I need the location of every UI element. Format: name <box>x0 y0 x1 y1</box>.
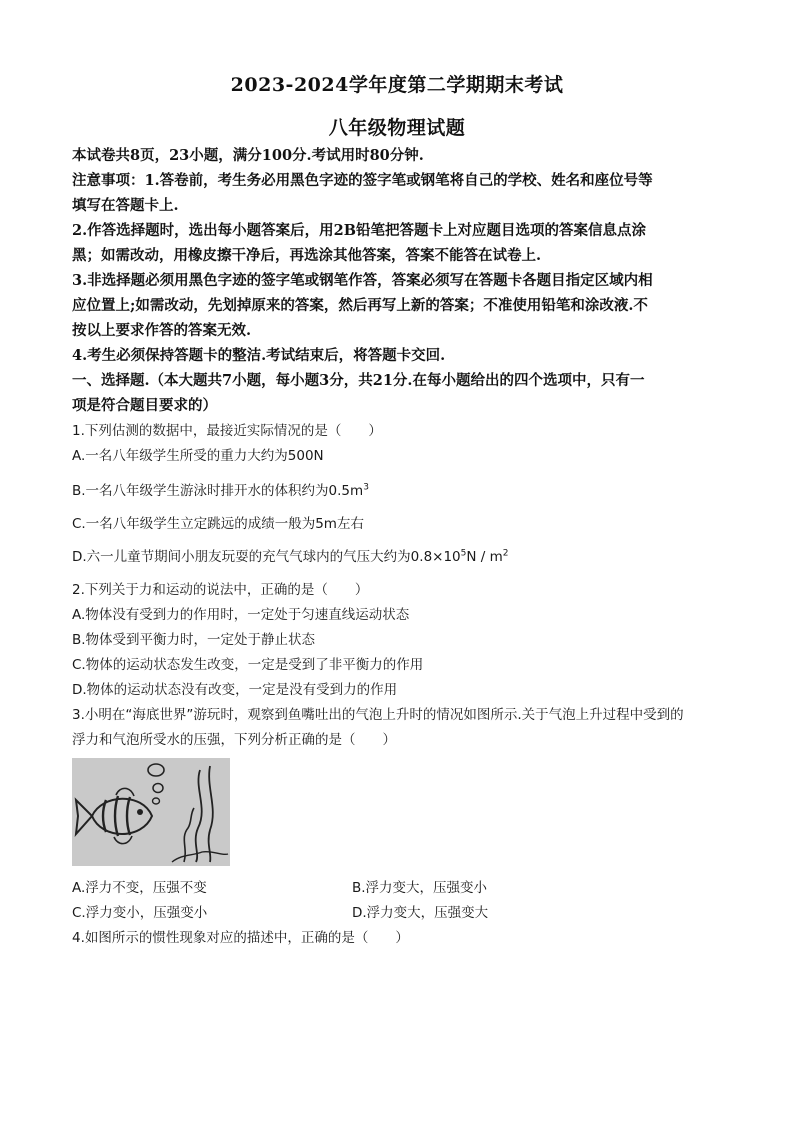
section1-heading-a: 一、选择题.（本大题共7小题，每小题3分，共21分.在每小题给出的四个选项中，只有一 <box>72 372 645 389</box>
q1-option-a: A.一名八年级学生所受的重力大约为500N <box>72 448 324 464</box>
q4-stem: 4.如图所示的惯性现象对应的描述中，正确的是（ ） <box>72 930 409 946</box>
q1-stem: 1.下列估测的数据中，最接近实际情况的是（ ） <box>72 423 382 439</box>
bubble-large <box>148 764 164 776</box>
q3-option-b: B.浮力变大，压强变小 <box>352 880 488 896</box>
bubble-small <box>153 798 160 804</box>
note-3b: 应位置上;如需改动，先划掉原来的答案，然后再写上新的答案；不准使用铅笔和涂改液.不 <box>72 297 648 314</box>
note-1b: 填写在答题卡上. <box>72 197 179 214</box>
q3-stem-a: 3.小明在“海底世界”游玩时，观察到鱼嘴吐出的气泡上升时的情况如图所示.关于气泡上升过程中受到的 <box>72 707 684 723</box>
q2-option-a: A.物体没有受到力的作用时，一定处于匀速直线运动状态 <box>72 607 410 623</box>
q1-option-d-sup2: 2 <box>502 548 509 559</box>
note-2a: 2.作答选择题时，选出每小题答案后，用2B铅笔把答题卡上对应题目选项的答案信息点涂 <box>72 222 646 239</box>
fish-bubbles-figure <box>72 758 230 866</box>
q3-option-d: D.浮力变大，压强变大 <box>352 905 489 921</box>
q3-option-c: C.浮力变小，压强变小 <box>72 905 208 921</box>
seaweed-2 <box>209 766 213 862</box>
section1-heading-b: 项是符合题目要求的） <box>72 397 217 414</box>
q1-option-d-unit: N / m <box>466 549 503 565</box>
bubble-medium <box>153 784 163 793</box>
q3-stem-b: 浮力和气泡所受水的压强，下列分析正确的是（ ） <box>72 732 396 748</box>
note-3a: 3.非选择题必须用黑色字迹的签字笔或钢笔作答，答案必须写在答题卡各题目指定区域内相 <box>72 272 653 289</box>
fish-tail <box>76 800 92 834</box>
note-4: 4.考生必须保持答题卡的整洁.考试结束后，将答题卡交回. <box>72 347 446 364</box>
intro-text: 本试卷共8页，23小题，满分100分.考试用时80分钟. <box>72 147 424 164</box>
exam-subtitle: 八年级物理试题 <box>328 117 466 139</box>
fish-eye <box>137 809 143 815</box>
q2-stem: 2.下列关于力和运动的说法中，正确的是（ ） <box>72 582 369 598</box>
fish-stripe-3 <box>127 797 130 835</box>
q1-option-b-sup: 3 <box>363 482 369 493</box>
note-2b: 黑；如需改动，用橡皮擦干净后，再选涂其他答案，答案不能答在试卷上. <box>72 247 542 264</box>
exam-title: 2023-2024学年度第二学期期末考试 <box>230 74 564 96</box>
fish-stripe-2 <box>115 796 118 836</box>
q1-option-d-text: D.六一儿童节期间小朋友玩耍的充气气球内的气压大约为0.8×10 <box>72 549 461 565</box>
note-3c: 按以上要求作答的答案无效. <box>72 322 252 339</box>
q1-option-b <box>72 481 369 501</box>
seaweed-1 <box>196 770 202 862</box>
fish-body <box>92 799 152 834</box>
q1-option-d <box>72 547 509 567</box>
q2-option-b: B.物体受到平衡力时，一定处于静止状态 <box>72 632 316 648</box>
fish-stripe-1 <box>103 800 106 832</box>
note-1a: 注意事项：1.答卷前，考生务必用黑色字迹的签字笔或钢笔将自己的学校、姓名和座位号等 <box>72 172 653 189</box>
q3-option-a: A.浮力不变，压强不变 <box>72 880 207 896</box>
fish-bottom-fin <box>114 836 132 844</box>
fish-drawing <box>72 758 230 866</box>
q1-option-b-text: B.一名八年级学生游泳时排开水的体积约为0.5m <box>72 483 364 499</box>
q1-option-c: C.一名八年级学生立定跳远的成绩一般为5m左右 <box>72 516 364 532</box>
q1-option-d-sup: 5 <box>460 548 467 559</box>
q2-option-d: D.物体的运动状态没有改变，一定是没有受到力的作用 <box>72 682 398 698</box>
sea-floor-line <box>172 852 228 862</box>
fish-top-fin <box>116 788 134 796</box>
q2-option-c: C.物体的运动状态发生改变，一定是受到了非平衡力的作用 <box>72 657 424 673</box>
